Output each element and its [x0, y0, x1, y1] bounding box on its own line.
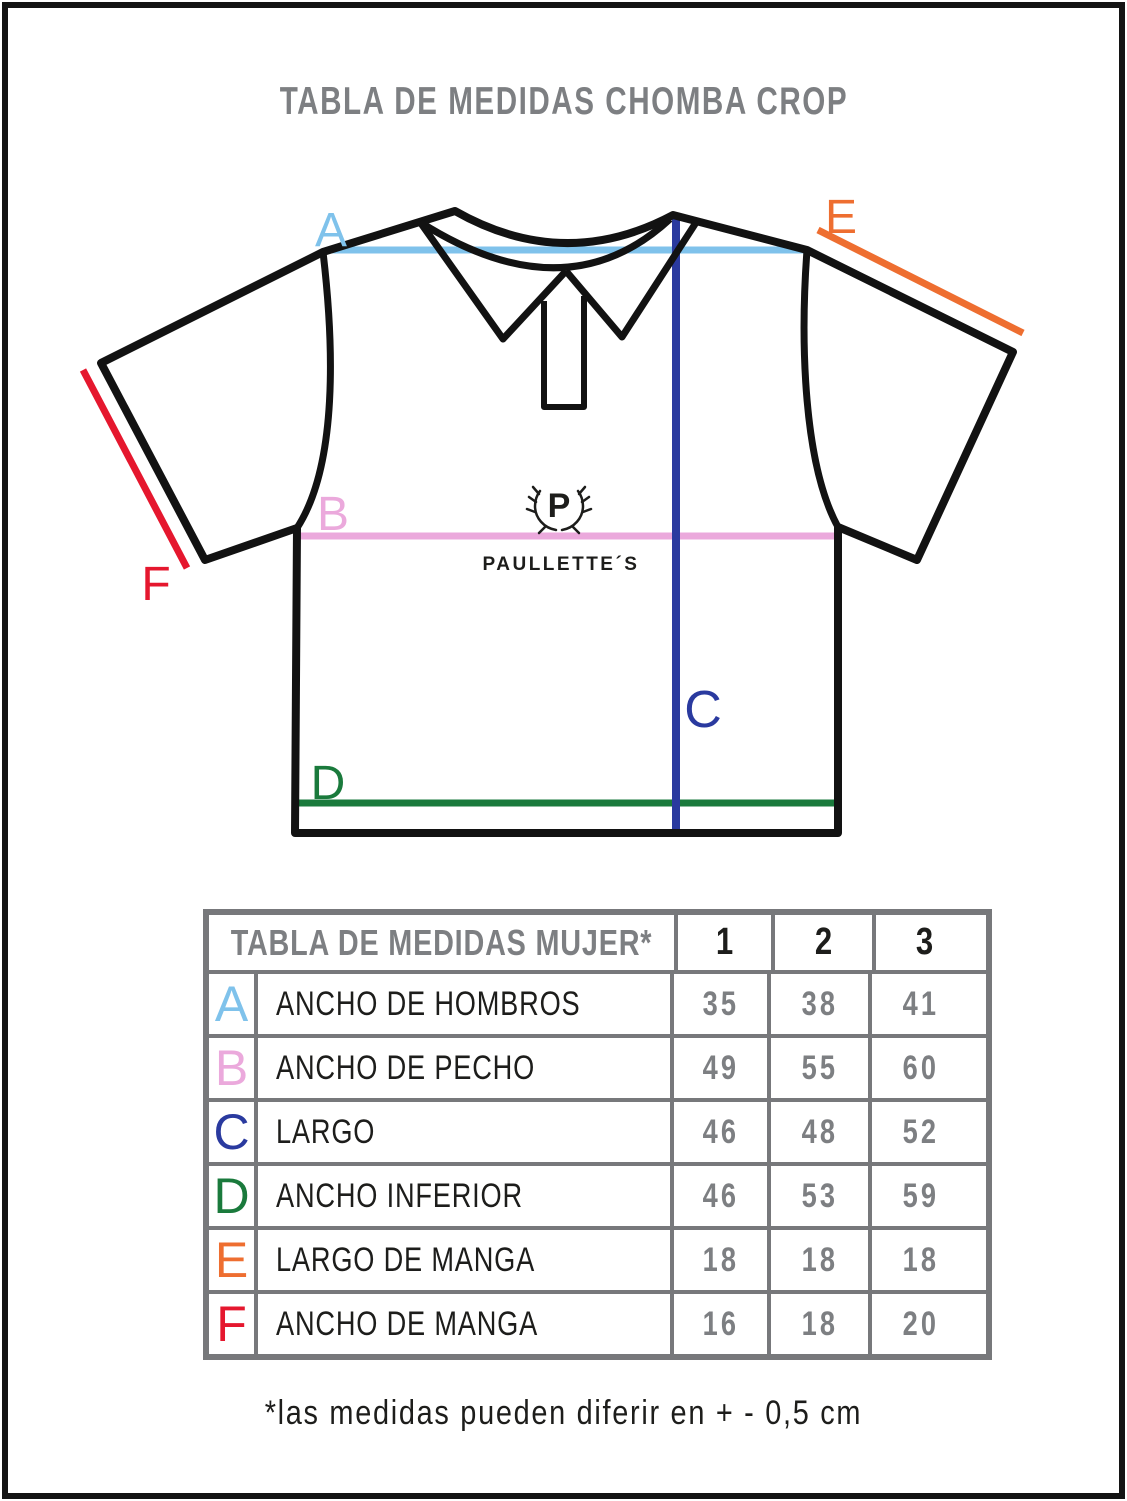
page-title-text: TABLA DE MEDIDAS CHOMBA CROP — [279, 80, 848, 123]
row-letter-cell — [209, 1038, 258, 1098]
size-1-label: 1 — [715, 921, 734, 963]
measure-label-a: A — [314, 204, 348, 257]
row-value: 53 — [801, 1176, 838, 1215]
row-letter-cell — [209, 1230, 258, 1290]
row-label-cell — [258, 1294, 674, 1354]
table-row-e — [209, 1226, 986, 1290]
row-label: ANCHO INFERIOR — [276, 1176, 523, 1215]
table-row-d — [209, 1162, 986, 1226]
tolerance-note — [0, 1394, 1127, 1433]
row-label-cell — [258, 1166, 674, 1226]
row-value: 49 — [702, 1048, 739, 1087]
brand-logo-text: PAULLETTE´S — [482, 554, 640, 575]
table-row-c — [209, 1098, 986, 1162]
row-value-cell — [872, 974, 970, 1034]
row-value: 18 — [902, 1240, 940, 1279]
row-letter: B — [214, 1040, 249, 1096]
size-table-title: TABLA DE MEDIDAS MUJER* — [230, 921, 653, 963]
row-label-cell — [258, 974, 674, 1034]
measure-label-c: C — [684, 681, 722, 739]
row-letter-cell — [209, 1102, 258, 1162]
row-value-cell — [771, 1038, 872, 1098]
table-row-b — [209, 1034, 986, 1098]
row-value: 18 — [801, 1304, 838, 1343]
row-label: ANCHO DE PECHO — [276, 1048, 536, 1087]
row-value: 41 — [902, 984, 940, 1023]
row-label-cell — [258, 1230, 674, 1290]
row-value: 18 — [702, 1240, 739, 1279]
row-letter-cell — [209, 974, 258, 1034]
size-column-header-3 — [876, 915, 974, 970]
row-value-cell — [872, 1166, 970, 1226]
table-row-f — [209, 1290, 986, 1354]
row-label: LARGO DE MANGA — [276, 1240, 536, 1279]
size-table-header-row — [209, 915, 986, 970]
tolerance-note-text: *las medidas pueden diferir en + - 0,5 cm — [264, 1394, 863, 1432]
size-3-label: 3 — [916, 921, 934, 963]
row-letter-cell — [209, 1294, 258, 1354]
row-letter: F — [216, 1296, 247, 1352]
size-column-header-2 — [775, 915, 876, 970]
row-value-cell — [771, 1294, 872, 1354]
row-value: 46 — [702, 1176, 739, 1215]
row-value: 20 — [902, 1304, 940, 1343]
row-value: 38 — [801, 984, 838, 1023]
row-label: ANCHO DE HOMBROS — [276, 984, 581, 1023]
row-value-cell — [771, 1102, 872, 1162]
row-value: 60 — [902, 1048, 940, 1087]
row-value: 16 — [702, 1304, 739, 1343]
size-table-title-cell — [209, 915, 678, 970]
measure-label-e: E — [824, 191, 858, 244]
size-2-label: 2 — [814, 921, 833, 963]
measure-label-b: B — [316, 488, 350, 541]
row-value: 18 — [801, 1240, 838, 1279]
row-label-cell — [258, 1038, 674, 1098]
row-letter: D — [213, 1168, 250, 1224]
measure-label-d: D — [310, 757, 346, 810]
size-table — [203, 909, 992, 1360]
row-value: 52 — [902, 1112, 940, 1151]
row-label: ANCHO DE MANGA — [276, 1304, 539, 1343]
row-value-cell — [674, 1102, 771, 1162]
row-value-cell — [872, 1102, 970, 1162]
table-row-a — [209, 970, 986, 1034]
measure-label-f: F — [141, 558, 171, 611]
row-value: 35 — [702, 984, 739, 1023]
brand-monogram: P — [547, 487, 571, 525]
row-letter: A — [214, 976, 249, 1032]
size-column-header-1 — [678, 915, 775, 970]
row-value-cell — [872, 1230, 970, 1290]
row-value-cell — [674, 1230, 771, 1290]
row-value-cell — [872, 1038, 970, 1098]
row-letter-cell — [209, 1166, 258, 1226]
row-label-cell — [258, 1102, 674, 1162]
row-label: LARGO — [276, 1112, 376, 1151]
row-letter: E — [214, 1232, 249, 1288]
row-value: 59 — [902, 1176, 940, 1215]
row-value: 46 — [702, 1112, 739, 1151]
row-value-cell — [872, 1294, 970, 1354]
row-letter: C — [213, 1104, 250, 1160]
row-value-cell — [674, 1166, 771, 1226]
row-value-cell — [674, 974, 771, 1034]
row-value-cell — [771, 1166, 872, 1226]
row-value: 55 — [801, 1048, 838, 1087]
row-value-cell — [771, 974, 872, 1034]
row-value: 48 — [801, 1112, 838, 1151]
row-value-cell — [674, 1294, 771, 1354]
row-value-cell — [674, 1038, 771, 1098]
row-value-cell — [771, 1230, 872, 1290]
